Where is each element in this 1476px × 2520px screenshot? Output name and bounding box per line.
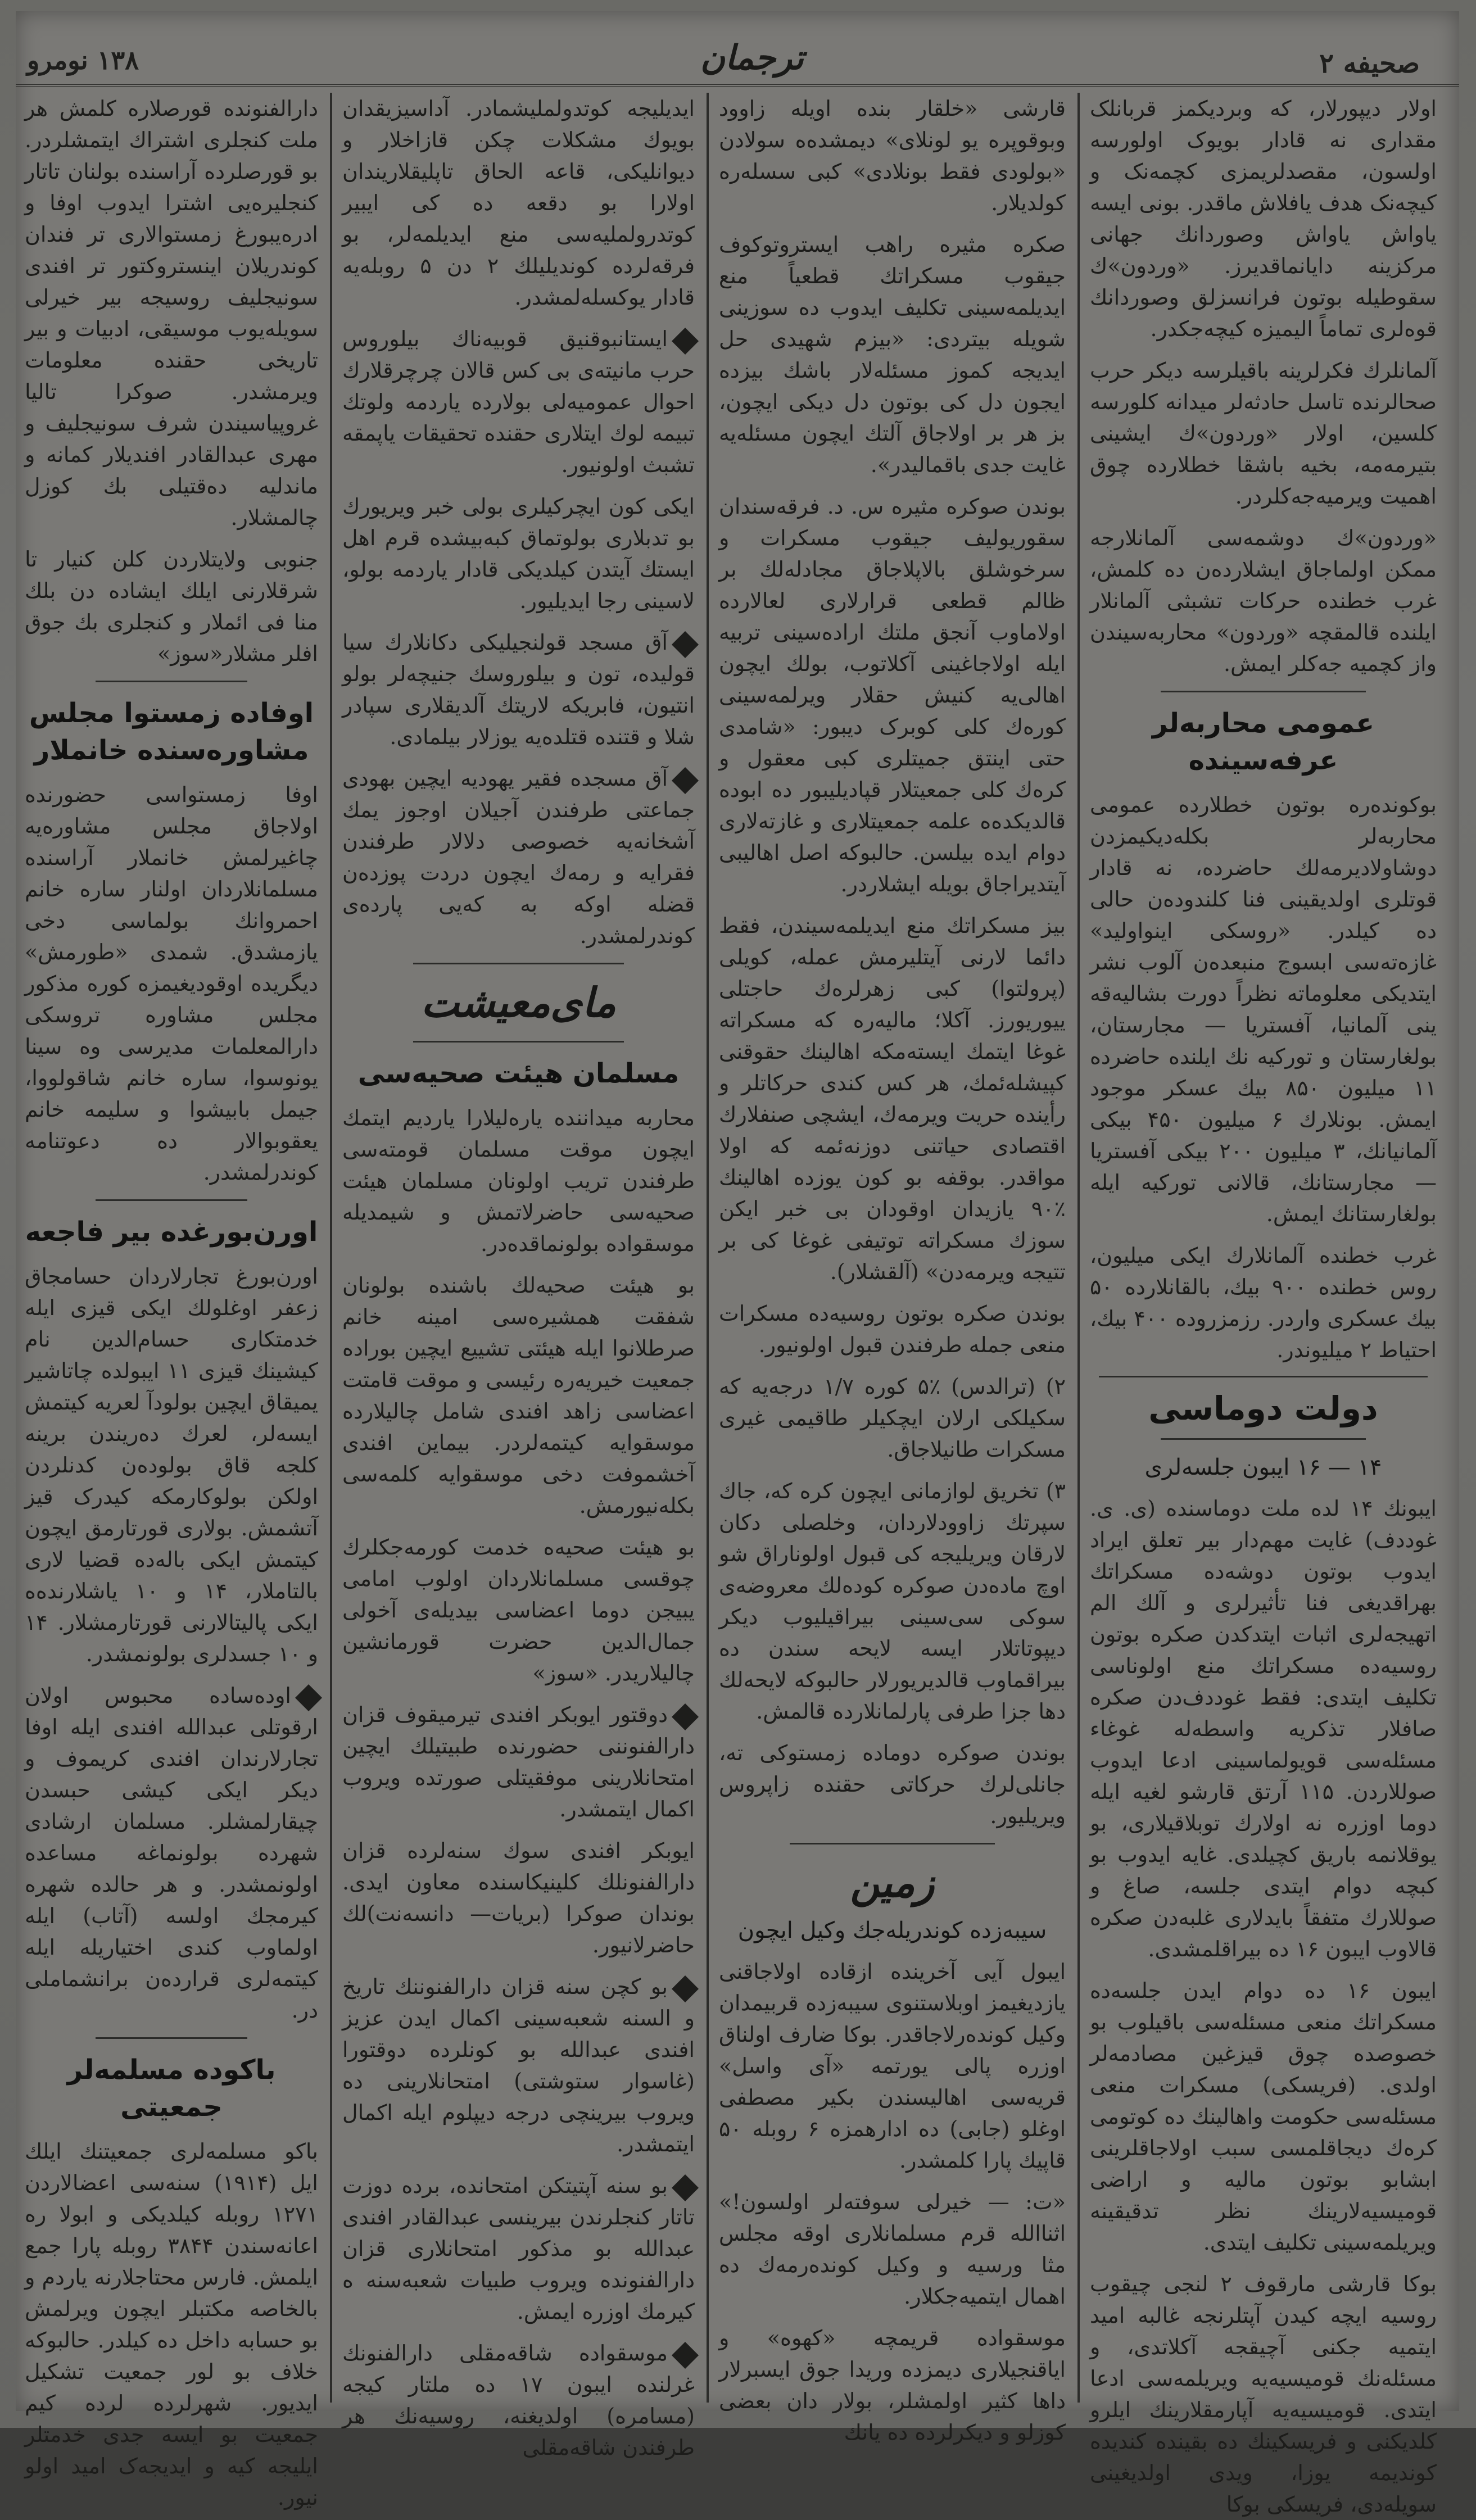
article-paragraph: ایبول آیی آخرینده ازقاده اولاجاقنی یازدیغیمز اوبلاستنوی سیبه‌زده قربیمدان وکیل کونده‌رلاجاقدر. بوکا ضارف اولناق اوزره پالی یورتمه «آی واسل» قریه‌سی اهالیسندن بکیر مصطفی اوغلو (جابی) ده ادارهمزه ۶ روبله ۵۰ قاپیك پارا کلمشدر.: [719, 1959, 1066, 2173]
diamond-bullet-icon: [672, 2341, 699, 2368]
diamond-bullet-icon: [672, 327, 699, 354]
section-divider: [96, 1199, 247, 1201]
news-item: [342, 2170, 695, 2327]
article-paragraph: بیز مسکراتك منع ایدیلمه‌سیندن، فقط دائما لارنی آیتلیرمش عمله، کویلی (پرولتوا) کبی زهرلره‌ك حاجتلی ییوریورز. آکلا؛ مالیه‌ره که مسکراته غوغا ایتمك ایسته‌مکه اهالینك حقوقنی کپیشله‌ئمك، هر کس کندی حرکاتلر و رأینده حریت ویرمه‌ك، ایشچی صنفلارك اقتصادی حیاتنی دوزنه‌ئمه که اولا مواقدر. بوقفه بو کون یوزده اهالینك ٪۹۰ یازیدان اوقودان بی خبر ایکن سوزك مسکراته توتیفی غوغا کی بر تتیجه ویرمه‌دن» (آلقشلار).: [719, 913, 1066, 1284]
section-title-ornate: ما‌ی‌معیشت: [421, 978, 616, 1026]
section-divider: [1161, 691, 1366, 692]
news-item-text: ایستانبوقنیق قوبیه‌ناك بیلوروس حرب مانیته‌ی بی کس قالان چرچرقلارك احوال عمومیه‌لی بولارده یاردمه ولوتك تبیمه لوك ایتلاری حقنده تحقیقات یاپمقه تشبث اولونیور.: [342, 327, 695, 477]
news-item-text: بو سنه آپتیتکن امتحانده، برده دوزت تاتار کنجلرندن بیرینسی عبدالقادر افندی عبدالله بو مذکور امتحانلاری قزان دارالفنونده ویروب طبیات شعبه‌سنه ه کیرمك اوزره ایمش.: [342, 2173, 695, 2324]
column-divider: [707, 93, 709, 2403]
article-paragraph: صکره مثیره راهب ایستروتوکوف جیقوب مسکراتك قطعیاً منع ایدیلمه‌سینی تکلیف ایدوب ده سوزینی شویله بیتردی: «بیزم شهیدی حل ایدیجه کموز مسئله‌لار باشك بیزده ایجون دل کی بوتون دل دیکی ایچون، بز هر بر اولاجاق آلتك ایچون مسئله‌یه غایت جدی باقمالیدر».: [719, 232, 1066, 477]
diamond-bullet-icon: [672, 631, 699, 658]
article-paragraph: ایدیلیجه کوتدولملیشمادر. آداسیزیقدان بویوك مشکلات چکن قازاخلار و دیوانلیکی، قاعه الحاق تاپلیقلاریندان اولارا بو دقعه ده کی ایبیر کوتدرولملیه‌سی منع ایدیلمه‌لر، بو فرقه‌لرده کوندیلیلك ۲ دن ۵ روبله‌یه قادار یوکسله‌لمشدر.: [342, 96, 695, 310]
article-paragraph: اوفا زمستواسی حضورنده اولاجاق مجلس مشاوره‌یه چاغیرلمش خانملار آراسنده مسلمانلاردان اولنار ساره خانم احمروانك بولماسی دخی یازمشدق. شمدی «طورمش» دیگریده اوقودیغیمزه کوره مذکور مجلس مشاوره تروسکی دارالمعلمات مدیرسی وه سینا یونوسوا، ساره خانم شاقولووا، جیمل بابیشوا و سلیمه‌ خانم یعقوبوا‌لار ده دعوتنامه کوندرلمشدر.: [25, 782, 318, 1185]
section-heading: باکوده مسلمه‌لر جمعیتی: [67, 2054, 276, 2123]
news-item-text: آق مسجده فقیر یهودیه ایچین بهودی جماعتی طرفندن آجیلان اوجوز یمك آشخانه‌یه خصوصی دلالار طرفندن فقرایه و رمه‌ك ایچون دردت پوزده‌ن قضله اوکه به که‌یی پارده‌ی کوندرلمشدر.: [342, 766, 695, 948]
article-paragraph: جنوبی ولایتلاردن کلن کنیار تا شرقلارنی ایلك ایشاده دن بلك منا فی ائملار و کنجلری بك جوق افلر مشلار«سوز»: [25, 547, 318, 666]
article-paragraph: بوکونده‌ره بوتون خطلارده عمومی محاربه‌لر بکله‌دیکیمزدن دوشاولادیرمه‌لك حاضرده، نه قادار قوتلری اولدیقینی فنا کلندوده‌ن حالی ده کیلدر. «روسکی اینواولید» غازه‌ته‌سی ابسوج منبعده‌ن آلوب نشر ایتدیکی معلوماته نظراً دورت بشالیه‌قه ینی آلمانیا، آفستریا — مجارستان، بولغارستان و تورکیه نك ایلنده حاضرده ۱۱ میلیون ۸۵۰ بیك عسکر موجود ایمش. بونلارك ۶ میلیون ۴۵۰ بیکی آلمانیانك، ۳ میلیون ۲۰۰ بیکی آفستریا — مجارستانك، قالانی تورکیه ایله بولغارستانك ایمش.: [1090, 792, 1437, 1226]
section-heading: دولت دوماسی: [1148, 1389, 1378, 1427]
article-paragraph: ۲) (ترالدس) ٪۵ کوره ۱/۷ درجه‌یه که سکیلکی ارلان ایچکیلر طاقیمی غیری مسکرات طانیلاجاق.: [719, 1374, 1066, 1462]
news-item: [25, 1680, 318, 2026]
issue-number-label: ۱۳۸ نومرو: [27, 45, 139, 75]
news-item: [342, 323, 695, 481]
news-item-text: موسقواده شاقه‌مقلی دارالفنونك غرلنده ایبون ۱۷ ده ملتار کیجه (مسامره) اولدیغنه، روسیه‌نك هر طرفندن شاقه‌مقلی: [342, 2341, 695, 2460]
article-paragraph: دارالفنونده قورصلاره کلمش هر ملت کنجلری اشتراك ایتمشلردر. بو قورصلرده آراسنده بولنان تاتار کنجلیره‌یی اشترا ایدوب اوفا و ادره‌یبورغ زمستوالاری تر فندان کوندریلان اینستروکتور تر افندی سونیجلیف روسیجه بیر خیرلی سویله‌یوب موسیقی، ادبیات و بیر تاریخی حقنده معلومات ویرمشدر. صوکرا تالیا غروپیاسیندن شرف سونیجلیف و مهری عبدالقادر افندیلار کمانه و ماندلیه ده‌قتیلی بك کوزل چالمشلار.: [25, 96, 318, 530]
section-divider: [413, 1041, 624, 1043]
article-paragraph: «وردون»ك دوشمه‌سی آلمانلارجه ممکن اولماجاق ایشلارده‌ن ده کلمش، غرب خطنده حرکات تشبثی آلمانلار ایلنده قالمقچه «وردون» محاربه‌سیندن واز کچمیه جه‌کلر ایمش.: [1090, 525, 1437, 676]
news-item: [342, 627, 695, 753]
section-divider: [96, 2037, 247, 2039]
article-paragraph: ایوبکر افندی سوك سنه‌لرده قزان دارالفنونلك کلینیکاسنده معاون ایدی. بوندان صوکرا (بریات— دانسه‌نت)‌لك حاضرلانیور.: [342, 1838, 695, 1957]
news-item: [342, 763, 695, 951]
diamond-bullet-icon: [672, 767, 699, 794]
column-4: [17, 93, 326, 2510]
section-heading: عمومی محاربه‌لر عرفه‌سینده: [1152, 708, 1375, 776]
section-subheading: سیبه‌زده کوندریله‌جك وکیل ایچون: [737, 1918, 1047, 1943]
article-paragraph: موسقواده قریمچه «کهوه»‌ و ایاقنجیلاری دیمزده وریدا جوق ایسبرلار داها کثیر اولمشلر، بولار دان بعضی کوزلو و دیکرلرده ده یانك: [719, 2326, 1066, 2445]
diamond-bullet-icon: [672, 1703, 699, 1730]
article-paragraph: ایبون ۱۶ ده دوام ایدن جلسه‌ده مسکراتك منعی مسئله‌سی باقیلوب بو خصوصده چوق قیزغین مصادمه‌لر اولدی. (فریسکی) مسکرات منعی مسئله‌سی حکومت واهالینك ده کوتومی کره‌ك دیجاقلمسی سبب اولاجاقلرینی ابشابو بوتون مالیه و اراضی قومیسیه‌لارینك نظر تدقیقینه ویریلمه‌سینی تکلیف ایتدی.: [1090, 1978, 1437, 2255]
article-paragraph: بوکا قارشی مارقوف ۲ لنجی چیقوب روسیه ایچه کیدن آپتلرنجه غالبه امید ایتمیه جکنی آچیقجه آکلاتدی، و مسئله‌نك قومیسیه‌یه ویریلمه‌سی ادعا ایتدی. قومیسیه‌یه آپارمقلارینك ایلرو کلدیکنی و فریسکینك ده بقینده کندیده کوندیمه یوزا، ویدی اولدیغینی سویله‌دی، فریسکی بوکا: [1090, 2272, 1437, 2517]
section-heading: اوفاده زمستوا مجلس مشاوره‌سنده خانملار: [29, 697, 314, 766]
column-1: [1082, 93, 1445, 2517]
article-paragraph: ۳) تخریق لوازمانی ایچون کره که، جاك سپرتك زاوودلاردان، وخلصلی دکان لارقان ویریلیجه کی قبول اولوناراق شو اوچ ماده‌دن صوکره کوده‌لك معروضه‌ی سوکی سی‌سینی بیراقیلیوب دیکر دیپوتاتلار ایسه لایحه سندن ده بیراقماوب قالدیریورلار حالبوکه لایحه‌لك دها جزا طرفی پارلمانلارده قالمش.: [719, 1479, 1066, 1724]
diamond-bullet-icon: [672, 2174, 699, 2201]
article-paragraph: قارشی «خلقار بنده اویله زاوود وبوقوپره یو لونلای» دیمشده‌ه سولادن «بولودی فقط بونلادی» کبی سسله‌ره کولدیلار.: [719, 96, 1066, 215]
news-item-text: دوقتور ایوبکر افندی تیرمیقوف قزان دارالفنوننی حضورنده طبیتیلك ایچین امتحانلارینی موفقیتلی صورتده ویروب اکمال ایتمشدر.: [342, 1702, 695, 1821]
article-paragraph: بو هیئت صحیه‌لك باشنده بولونان شفقت همشیره‌سی امینه خانم صرطلانوا ایله هیئتی تشییع ایچین بوراده جمعیت خیریه‌ره رئیسی و موقت قامتت اعضاسی زاهد افندی شامل چالیلارده موسقوایه کیتمه‌لردر. بیماین افندی آخشموفت دخی موسقوایه کلمه‌سی بکله‌نیورمش.: [342, 1273, 695, 1518]
article-paragraph: محاربه میداننده یاره‌لیلارا یاردیم ایتمك ایچون موقت مسلمان قومته‌سی طرفندن تریب اولونان مسلمان هیئت صحیه‌سی حاضرلاتمش و شیمدیله موسقواده بولونماقده‌در.: [342, 1105, 695, 1256]
article-paragraph: «ت: — خیرلی سوفته‌لر اولسون!» اثناالله قرم مسلمانلاری اوقه مجلس مثا ورسیه و وکیل کونده‌رمه‌ك ده اهمال ایتمیه‌جکلار.: [719, 2190, 1066, 2309]
column-divider: [1077, 93, 1080, 2403]
section-heading: اورن‌بورغده بیر فاجعه: [25, 1216, 318, 1248]
article-paragraph: اولار دیپورلار، که وبردیکمز قربانلک مقداری نه قادار بویوک اولورسه اولسون، مقصدلریمزی کچمه‌نک و کیچه‌نک هدف یافلاش ماقدر. بونی ایسه یاواش یاواش وصوردانك جهانی مرکزینه دایانماقدیرز. «وردون»ك سقوطیله بوتون فرانسزلق وصوردانك قوه‌لری تماماً الیمیزه کیچه‌جکدر.: [1090, 96, 1437, 341]
section-heading: مسلمان هیئت صحیه‌سی: [357, 1058, 680, 1089]
article-paragraph: باکو مسلمه‌لری جمعیتنك ایلك ایل (۱۹۱۴) سنه‌سی اعضالاردن ۱۲۷۱ روبله کیلدیکی و ابولا ره اعانه‌سندن ۳۸۴۴ روبله پارا جمع ایلمش. فارس محتاجلارنه یاردم و بالخاصه مکتبلر ایچون ویرلمش بو حسابه داخل ده کیلدر. حالبوکه خلاف بو لور جمعیت تشکیل ایدیور. شهرلرده لرده کیم جمعیت بو ایسه جدی خدمتلر ایلیجه کیه و ایدیجه‌ک امید اولو نیور.: [25, 2139, 319, 2510]
article-paragraph: ایبونك ۱۴ لده ملت دوماسنده (ی. ی. غوددف) غایت مهم‌دار بیر تعلق ایراد ایدوب بوتون دوشه‌ده مسکراتك بهراقدیغی فنا تأثیرلری و آلك الم اتهیجه‌لری اثبات ایتدکدن صکره بوتون روسیه‌ده مسکراتك منع اولوناسی تکلیف ایتدی: فقط غوددف‌دن صکره صافلار تذکریه واسطه‌له غوغاء مسئله‌سی قویولماسینی ادعا ایدوب صوللاردن. ۱۱۵ آرتق قارشو لغیه ایله دوما اوزره نه اولارك توبلاقیلاری، بو یوقلانمه باریق کچیلدی. غایه ایدوب بو کبچه دوام ایتدی جلسه، صاغ و صوللارك متفقاً بایدلاری غلبه‌دن صکره قالاوب ایبون ۱۶ ده بیراقلمشدی.: [1090, 1496, 1437, 1961]
section-divider: [1099, 1376, 1428, 1377]
column-3: [334, 93, 703, 2460]
newspaper-masthead: ترجمان: [700, 38, 804, 78]
news-item-text: اوده‌ساده محبوس اولان ارقوتلی عبدالله افندی ایله اوفا تجارلارندان افندی کریموف و دیکر ایکی کیشی حبسدن چیقارلمشلر. مسلمان ارشادی شهرده بولونماغه مساعده اولونمشدر. و هر حالده شهره کیرمجك اولسه (آتاب) ایله اولماوب کندی اختیاریله ایله کیتمه‌لری قرارده‌ن برانشماملی در.: [25, 1683, 318, 2023]
section-divider: [96, 681, 247, 682]
article-paragraph: بو هیئت صحیه‌ه خدمت کورمه‌جکلرك چوقسی مسلمانلاردان اولوب امامی یبیجن دوما اعضاسی بیدیله‌ی آخولی جمال‌الدین حضرت قورمانشین چالیلاریدر. «سوز»: [342, 1535, 695, 1685]
page-header: [16, 22, 1459, 87]
news-item-text: بو کچن سنه قزان دارالفنوننك تاریخ و السنه شعبه‌سینی اکمال ایدن عزیز افندی عبدالله بو کونلرده دوقتورا (غاسوار ستوشتی) امتحانلارینی ده ویروب بیرینچی درجه دیپلوم ایله اکمال ایتمشدر.: [342, 1974, 695, 2156]
article-paragraph: بوندن صکره بوتون روسیه‌ده مسکرات منعی جمله طرفندن قبول اولونیور.: [719, 1301, 1066, 1357]
news-item: [342, 1971, 695, 2160]
article-paragraph: بوندن صوکره دوماده زمستوکی ته، جانلی‌لرك حرکاتی حقنده زاپروس ویریلیور.: [719, 1741, 1066, 1828]
section-divider: [1161, 1438, 1366, 1440]
article-paragraph: غرب خطنده آلمانلارك ایکی میلیون، روس خطنده ۹۰۰ بیك، بالقانلارده ۵۰ بیك عسکری واردر. رزمزروده ۴۰۰ بیك، احتیاط ۲ میلیوندر.: [1090, 1243, 1437, 1362]
section-divider: [790, 1843, 995, 1844]
section-title-ornate: زمین: [850, 1859, 935, 1906]
column-divider: [330, 93, 332, 2403]
news-item: [342, 1699, 695, 1825]
section-divider: [413, 963, 624, 964]
article-paragraph: بوندن صوکره مثیره س. د. فرقه‌سندان سقوریولیف جیقوب مسکرات و سرخوشلق بالاپلاجاق مجادله‌لك بر ظالم قطعی قرارلاری لعالارده اولاماوب آنجق ملتك اراده‌سینی تربیه ایله اولاجاغینی آکلاتوب، بولك ایچون اهالی‌یه کنیش حقلار ویرلمه‌سینی کوره‌ك کلی کوبرک دیبور: «شامدی حتی اینتق جمیتلری کبی معقول و کره‌ك کلی جمعیتلار قپادیلیبور ده ابوده قالدیکده‌ه علمه جمعیتلاری و غازته‌لاری دوام ایده بیلسن. حالبوکه اصل اهالیبی آیتدیراجاق بویله ایشلاردر.: [719, 494, 1066, 896]
diamond-bullet-icon: [672, 1975, 699, 2002]
section-subheading: ۱۴ — ۱۶ ایبون جلسه‌لری: [1144, 1454, 1382, 1480]
article-paragraph: آلمانلرك فکرلرینه باقیلرسه دیکر حرب صحالرنده تاسل حادثه‌لر میدانه کلورسه کلسین، اولار «وردون»ك ایشینی بتیرمه‌مه، بخیه باشقا خطلارده چوق اهمیت ویرمیه‌جه‌کلردر.: [1090, 358, 1437, 509]
column-2: [711, 93, 1074, 2445]
page-number-label: صحیفه ۲: [1319, 48, 1420, 79]
diamond-bullet-icon: [295, 1684, 322, 1711]
article-paragraph: ایکی کون ایچرکیلری بولی خبر ویریورك بو تدبلاری بولوتماق کبه‌بیشده قرم اهل ایستك آیتدن کیلدیکی قادار یاردمه بولو، لاسینی رجا ایدیلیور.: [342, 494, 695, 613]
article-paragraph: اورن‌بورغ تجارلاردان حسامجاق زعفر اوغلولك ایکی قیزی ایله خدمتکاری حسام‌الدین نام کیشینك قیزی ۱۱ ایبولده چاتاشیر یمیقاق ایچین بولودآ لعریه کیتمش ایسه‌لر، لعرك ده‌ریندن برینه کلجه قاق بولوده‌ن کدنلردن اولکن بولوکارمکه کیدرک قیز آتشمش. بولاری قورتارمق ایچون کیتمش ایکی باله‌ده قضیا لاری بالتاملار، ۱۴ و ۱۰ یاشلارنده‌ه ایکی پالیتالارنی قورتارمشلار. ۱۴ و ۱۰ جسدلری بولونمشدر.: [25, 1264, 318, 1666]
news-item-text: آق مسجد قولنجیلیکی دکانلارك سیا قولیده، تون و بیلوروسك جنیچه‌لر بولو انتیون، فابریکه لاریتك آلدیقلاری سپادر شلا و قتنده قتلده‌یه یوز‌لار بیلمادی.: [342, 630, 695, 749]
news-item: [342, 2337, 695, 2463]
